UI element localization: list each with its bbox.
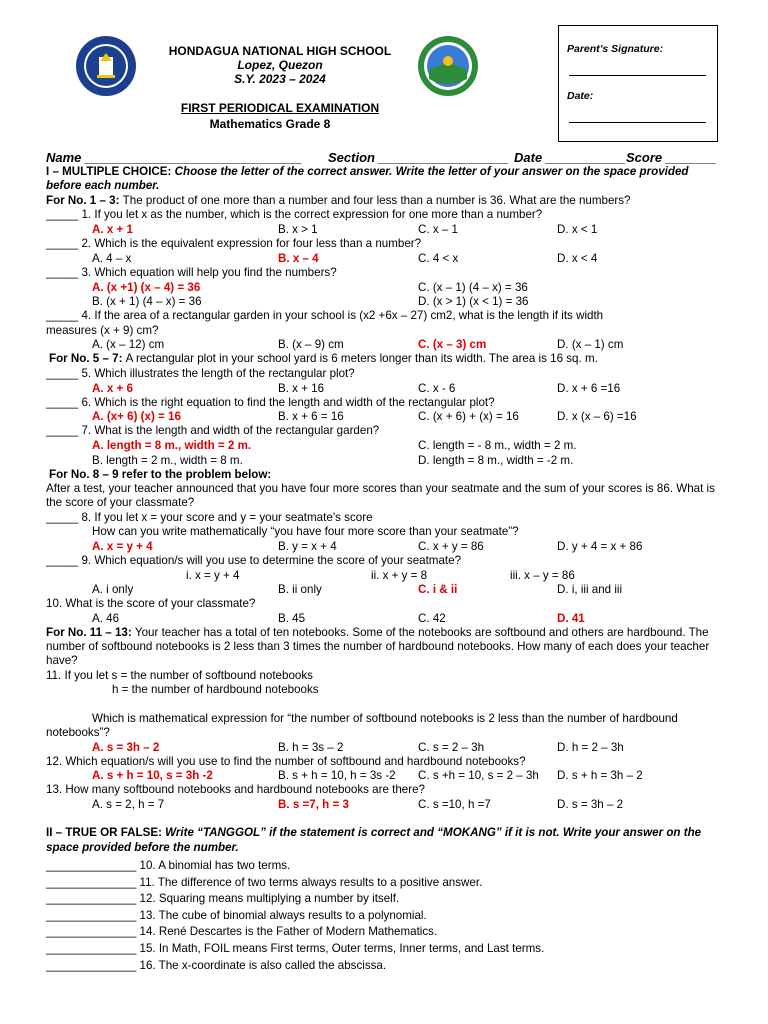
tf-item-10[interactable]: ______________ 10. A binomial has two terms. [46, 859, 291, 872]
q12-option-b[interactable]: B. s + h = 10, h = 3s -2 [278, 769, 396, 782]
school-town: Lopez, Quezon [237, 58, 323, 72]
group4-text-cont2: have? [46, 654, 78, 667]
q9-option-a[interactable]: A. i only [92, 583, 134, 596]
group4-prompt [46, 626, 709, 640]
group2-label: For No. 5 – 7: [49, 352, 126, 365]
q5-option-d[interactable]: D. x + 6 =16 [557, 382, 621, 395]
q10-option-a[interactable]: A. 46 [92, 612, 120, 625]
question-3[interactable]: _____ 3. Which equation will help you find the numbers? [46, 266, 337, 279]
group4-label: For No. 11 – 13: [46, 626, 135, 639]
q2-option-a[interactable]: A. 4 – x [92, 252, 132, 265]
question-7[interactable]: _____ 7. What is the length and width of the rectangular garden? [46, 424, 380, 437]
question-11-prompt-cont: notebooks”? [46, 726, 110, 739]
q13-option-b[interactable]: B. s =7, h = 3 [278, 798, 349, 811]
q9-equation-ii: ii. x + y = 8 [371, 569, 428, 582]
parent-signature-box [558, 25, 718, 142]
q9-equation-iii: iii. x – y = 86 [510, 569, 575, 582]
q1-option-a[interactable]: A. x + 1 [92, 223, 133, 236]
tf-item-11[interactable]: ______________ 11. The difference of two terms always results to a positive answer. [46, 876, 483, 889]
q4-option-d[interactable]: D. (x – 1) cm [557, 338, 624, 351]
q2-option-d[interactable]: D. x < 4 [557, 252, 598, 265]
group1-label: For No. 1 – 3: [46, 194, 123, 207]
q7-option-a[interactable]: A. length = 8 m., width = 2 m. [92, 439, 252, 452]
part1-title [46, 165, 689, 179]
q11-option-a[interactable]: A. s = 3h – 2 [92, 741, 160, 754]
question-11-prompt: Which is mathematical expression for “the number of softbound notebooks is 2 less than the number of hardbound [92, 712, 678, 725]
q7-option-b[interactable]: B. length = 2 m., width = 8 m. [92, 454, 243, 467]
group1-prompt [46, 194, 631, 208]
parent-signature-label: Parent’s Signature: [567, 43, 664, 55]
q1-option-d[interactable]: D. x < 1 [557, 223, 598, 236]
school-year: S.Y. 2023 – 2024 [234, 72, 326, 86]
q8-option-d[interactable]: D. y + 4 = x + 86 [557, 540, 643, 553]
tf-item-15[interactable]: ______________ 15. In Math, FOIL means First terms, Outer terms, Inner terms, and Last terms. [46, 942, 545, 955]
q2-option-c[interactable]: C. 4 < x [418, 252, 459, 265]
part1-instructions: Choose the letter of the correct answer. Write the letter of your answer on the space provided [174, 165, 689, 178]
q1-option-c[interactable]: C. x – 1 [418, 223, 458, 236]
question-11[interactable]: 11. If you let s = the number of softbound notebooks [46, 669, 313, 682]
question-10[interactable]: 10. What is the score of your classmate? [46, 597, 256, 610]
q10-option-c[interactable]: C. 42 [418, 612, 446, 625]
q4-option-c[interactable]: C. (x – 3) cm [418, 338, 487, 351]
tf-item-14[interactable]: ______________ 14. René Descartes is the Father of Modern Mathematics. [46, 925, 438, 938]
q2-option-b[interactable]: B. x – 4 [278, 252, 319, 265]
q8-option-b[interactable]: B. y = x + 4 [278, 540, 337, 553]
q11-option-c[interactable]: C. s = 2 – 3h [418, 741, 485, 754]
group3-text-cont: the score of your classmate? [46, 496, 195, 509]
question-4-cont: measures (x + 9) cm? [46, 324, 159, 337]
deped-seal-logo [75, 35, 137, 97]
q5-option-c[interactable]: C. x - 6 [418, 382, 456, 395]
q13-option-c[interactable]: C. s =10, h =7 [418, 798, 491, 811]
q6-option-b[interactable]: B. x + 6 = 16 [278, 410, 344, 423]
q12-option-d[interactable]: D. s + h = 3h – 2 [557, 769, 643, 782]
date-field[interactable]: Date ___________ [514, 150, 626, 165]
tf-item-16[interactable]: ______________ 16. The x-coordinate is also called the abscissa. [46, 959, 387, 972]
group4-text-cont: number of softbound notebooks is 2 less than 3 times the number of hardbound notebooks. How many of each does your teacher [46, 640, 710, 653]
part2-title [46, 826, 701, 840]
question-9[interactable]: _____ 9. Which equation/s will you use to determine the score of your seatmate? [46, 554, 462, 567]
question-4[interactable]: _____ 4. If the area of a rectangular garden in your school is (x2 +6x – 27) cm2, what is the length if its width [46, 309, 604, 322]
school-name: HONDAGUA NATIONAL HIGH SCHOOL [168, 44, 392, 58]
q6-option-d[interactable]: D. x (x – 6) =16 [557, 410, 637, 423]
q3-option-d[interactable]: D. (x > 1) (x < 1) = 36 [418, 295, 529, 308]
group3-label: For No. 8 – 9 refer to the problem below: [49, 468, 272, 481]
q10-option-b[interactable]: B. 45 [278, 612, 306, 625]
q6-option-c[interactable]: C. (x + 6) + (x) = 16 [418, 410, 519, 423]
q10-option-d[interactable]: D. 41 [557, 612, 585, 625]
question-8-cont: How can you write mathematically “you have four more score than your seatmate”? [92, 525, 519, 538]
part2-instructions: Write “TANGGOL” if the statement is correct and “MOKANG” if it is not. Write your answer on the [165, 826, 702, 839]
question-2[interactable]: _____ 2. Which is the equivalent expression for four less than a number? [46, 237, 422, 250]
part1-title-label: I – MULTIPLE CHOICE: [46, 165, 175, 178]
exam-subject: Mathematics Grade 8 [209, 117, 331, 131]
section-field[interactable]: Section __________________ [328, 150, 509, 165]
group1-text: The product of one more than a number and four less than a number is 36. What are the numbers? [122, 194, 631, 207]
q12-option-a[interactable]: A. s + h = 10, s = 3h -2 [92, 769, 213, 782]
group2-prompt [49, 352, 598, 366]
q5-option-b[interactable]: B. x + 16 [278, 382, 325, 395]
part2-instructions-cont: space provided before the number. [46, 841, 239, 854]
group4-text: Your teacher has a total of ten notebooks. Some of the notebooks are softbound and others are hardbound. The [134, 626, 709, 639]
part2-title-label: II – TRUE OR FALSE: [46, 826, 166, 839]
q1-option-b[interactable]: B. x > 1 [278, 223, 318, 236]
q9-option-c[interactable]: C. i & ii [418, 583, 458, 596]
group3-text: After a test, your teacher announced that you have four more scores than your seatmate and the sum of your scores is 86. What is [46, 482, 715, 495]
tf-item-12[interactable]: ______________ 12. Squaring means multiplying a number by itself. [46, 892, 400, 905]
school-seal-logo [417, 35, 479, 97]
date-line[interactable] [569, 122, 706, 123]
q9-option-b[interactable]: B. ii only [278, 583, 322, 596]
question-6[interactable]: _____ 6. Which is the right equation to find the length and width of the rectangular plot? [46, 396, 495, 409]
question-5[interactable]: _____ 5. Which illustrates the length of the rectangular plot? [46, 367, 355, 380]
score-field[interactable]: Score _______ [626, 150, 717, 165]
q7-option-c[interactable]: C. length = - 8 m., width = 2 m. [418, 439, 577, 452]
q4-option-b[interactable]: B. (x – 9) cm [278, 338, 344, 351]
q11-option-b[interactable]: B. h = 3s – 2 [278, 741, 344, 754]
q7-option-d[interactable]: D. length = 8 m., width = -2 m. [418, 454, 574, 467]
q3-option-b[interactable]: B. (x + 1) (4 – x) = 36 [92, 295, 202, 308]
q4-option-a[interactable]: A. (x – 12) cm [92, 338, 165, 351]
q8-option-a[interactable]: A. x = y + 4 [92, 540, 153, 553]
question-13[interactable]: 13. How many softbound notebooks and hardbound notebooks are there? [46, 783, 425, 796]
signature-line[interactable] [569, 75, 706, 76]
q6-option-a[interactable]: A. (x+ 6) (x) = 16 [92, 410, 181, 423]
q11-option-d[interactable]: D. h = 2 – 3h [557, 741, 624, 754]
q3-option-c[interactable]: C. (x – 1) (4 – x) = 36 [418, 281, 528, 294]
question-11-var-h: h = the number of hardbound notebooks [112, 683, 319, 696]
date-label: Date: [567, 90, 594, 102]
tf-item-13[interactable]: ______________ 13. The cube of binomial always results to a polynomial. [46, 909, 427, 922]
question-8[interactable]: _____ 8. If you let x = your score and y = your seatmate’s score [46, 511, 373, 524]
q12-option-c[interactable]: C. s +h = 10, s = 2 – 3h [418, 769, 539, 782]
name-field[interactable]: Name ______________________________ [46, 150, 302, 165]
q13-option-d[interactable]: D. s = 3h – 2 [557, 798, 624, 811]
question-12[interactable]: 12. Which equation/s will you use to find the number of softbound and hardbound notebooks? [46, 755, 526, 768]
q13-option-a[interactable]: A. s = 2, h = 7 [92, 798, 165, 811]
q8-option-c[interactable]: C. x + y = 86 [418, 540, 484, 553]
q9-equation-i: i. x = y + 4 [186, 569, 240, 582]
group2-text: A rectangular plot in your school yard is 6 meters longer than its width. The area is 16 sq. m. [125, 352, 598, 365]
q3-option-a[interactable]: A. (x +1) (x – 4) = 36 [92, 281, 201, 294]
part1-instructions-cont: before each number. [46, 179, 160, 192]
question-1[interactable]: _____ 1. If you let x as the number, which is the correct expression for one more than a number? [46, 208, 543, 221]
q9-option-d[interactable]: D. i, iii and iii [557, 583, 623, 596]
exam-title: FIRST PERIODICAL EXAMINATION [180, 101, 380, 115]
q5-option-a[interactable]: A. x + 6 [92, 382, 133, 395]
